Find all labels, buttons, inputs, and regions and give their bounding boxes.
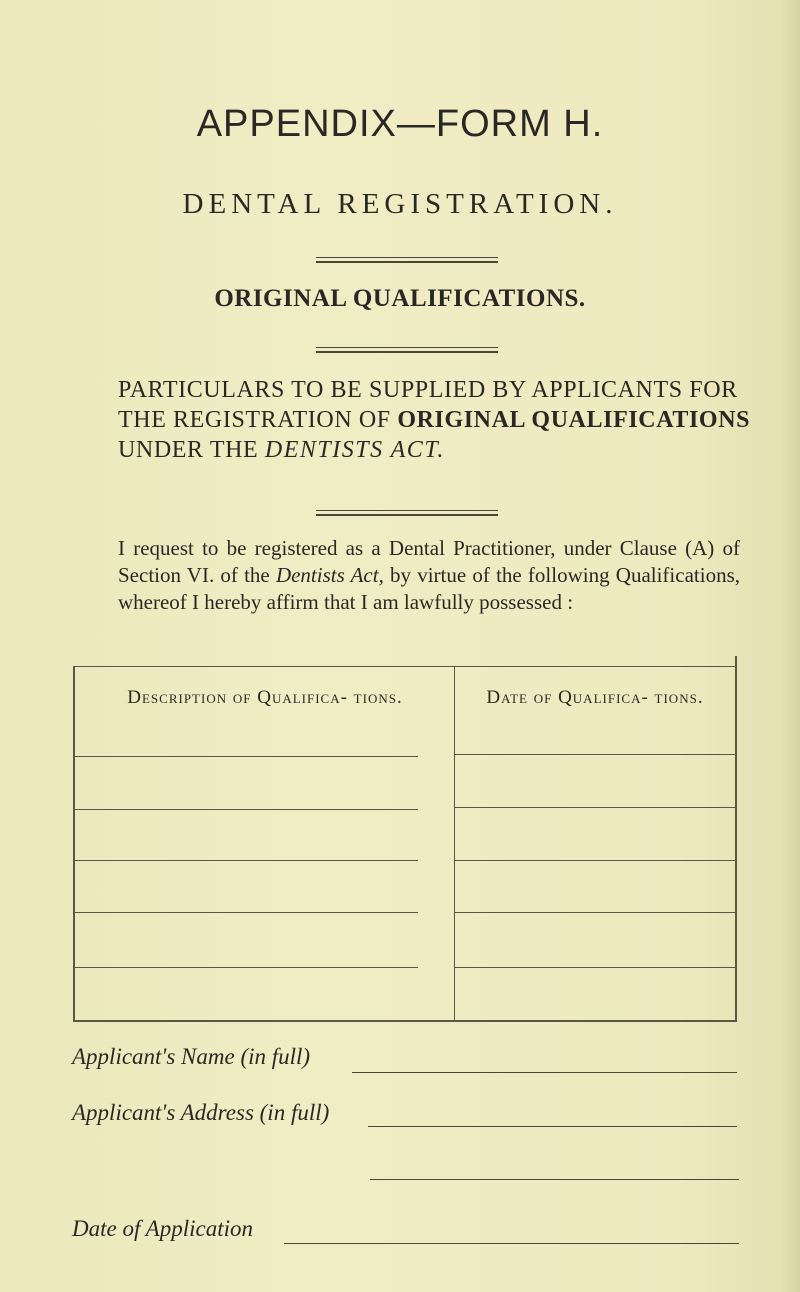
form-title: APPENDIX—FORM H. <box>196 103 604 145</box>
table-row-divider <box>73 912 418 913</box>
date-of-application-label: Date of Application <box>72 1216 254 1241</box>
table-row-divider <box>454 807 735 808</box>
particulars-heading: PARTICULARS TO BE SUPPLIED BY APPLICANTS FOR THE REGISTRATION OF ORIGINAL QUALIFICATIONS UNDER THE DENTISTS ACT. <box>118 377 751 463</box>
date-of-application-line[interactable] <box>284 1243 739 1244</box>
column-header-description: Description of Qualifica- tions. <box>127 687 403 708</box>
column-header-date: Date of Qualifica- tions. <box>486 687 704 708</box>
table-row-divider <box>454 860 735 861</box>
applicant-name-line[interactable] <box>352 1072 737 1073</box>
table-row-divider <box>73 967 418 968</box>
address-continuation-line[interactable] <box>370 1179 739 1180</box>
qualifications-table <box>73 666 736 1021</box>
form-subtitle: DENTAL REGISTRATION. <box>182 188 618 220</box>
double-rule-divider <box>316 257 498 263</box>
table-row-divider <box>454 912 735 913</box>
table-row-divider <box>73 860 418 861</box>
section-heading: ORIGINAL QUALIFICATIONS. <box>214 285 586 312</box>
table-row-divider <box>73 809 418 810</box>
request-paragraph: I request to be registered as a Dental Practitioner, under Clause (A) of Section VI. of the Dentists Act, by virtue of the following Qualifications, whereof I hereby affirm that I am lawfully possessed : <box>118 536 740 614</box>
applicant-name-label: Applicant's Name (in full) <box>72 1044 311 1069</box>
double-rule-divider <box>316 510 498 516</box>
table-row-divider <box>73 756 418 757</box>
double-rule-divider <box>316 347 498 353</box>
table-row-divider <box>454 754 735 755</box>
applicant-address-line[interactable] <box>368 1126 737 1127</box>
applicant-address-label: Applicant's Address (in full) <box>72 1100 330 1125</box>
table-row-divider <box>454 967 735 968</box>
